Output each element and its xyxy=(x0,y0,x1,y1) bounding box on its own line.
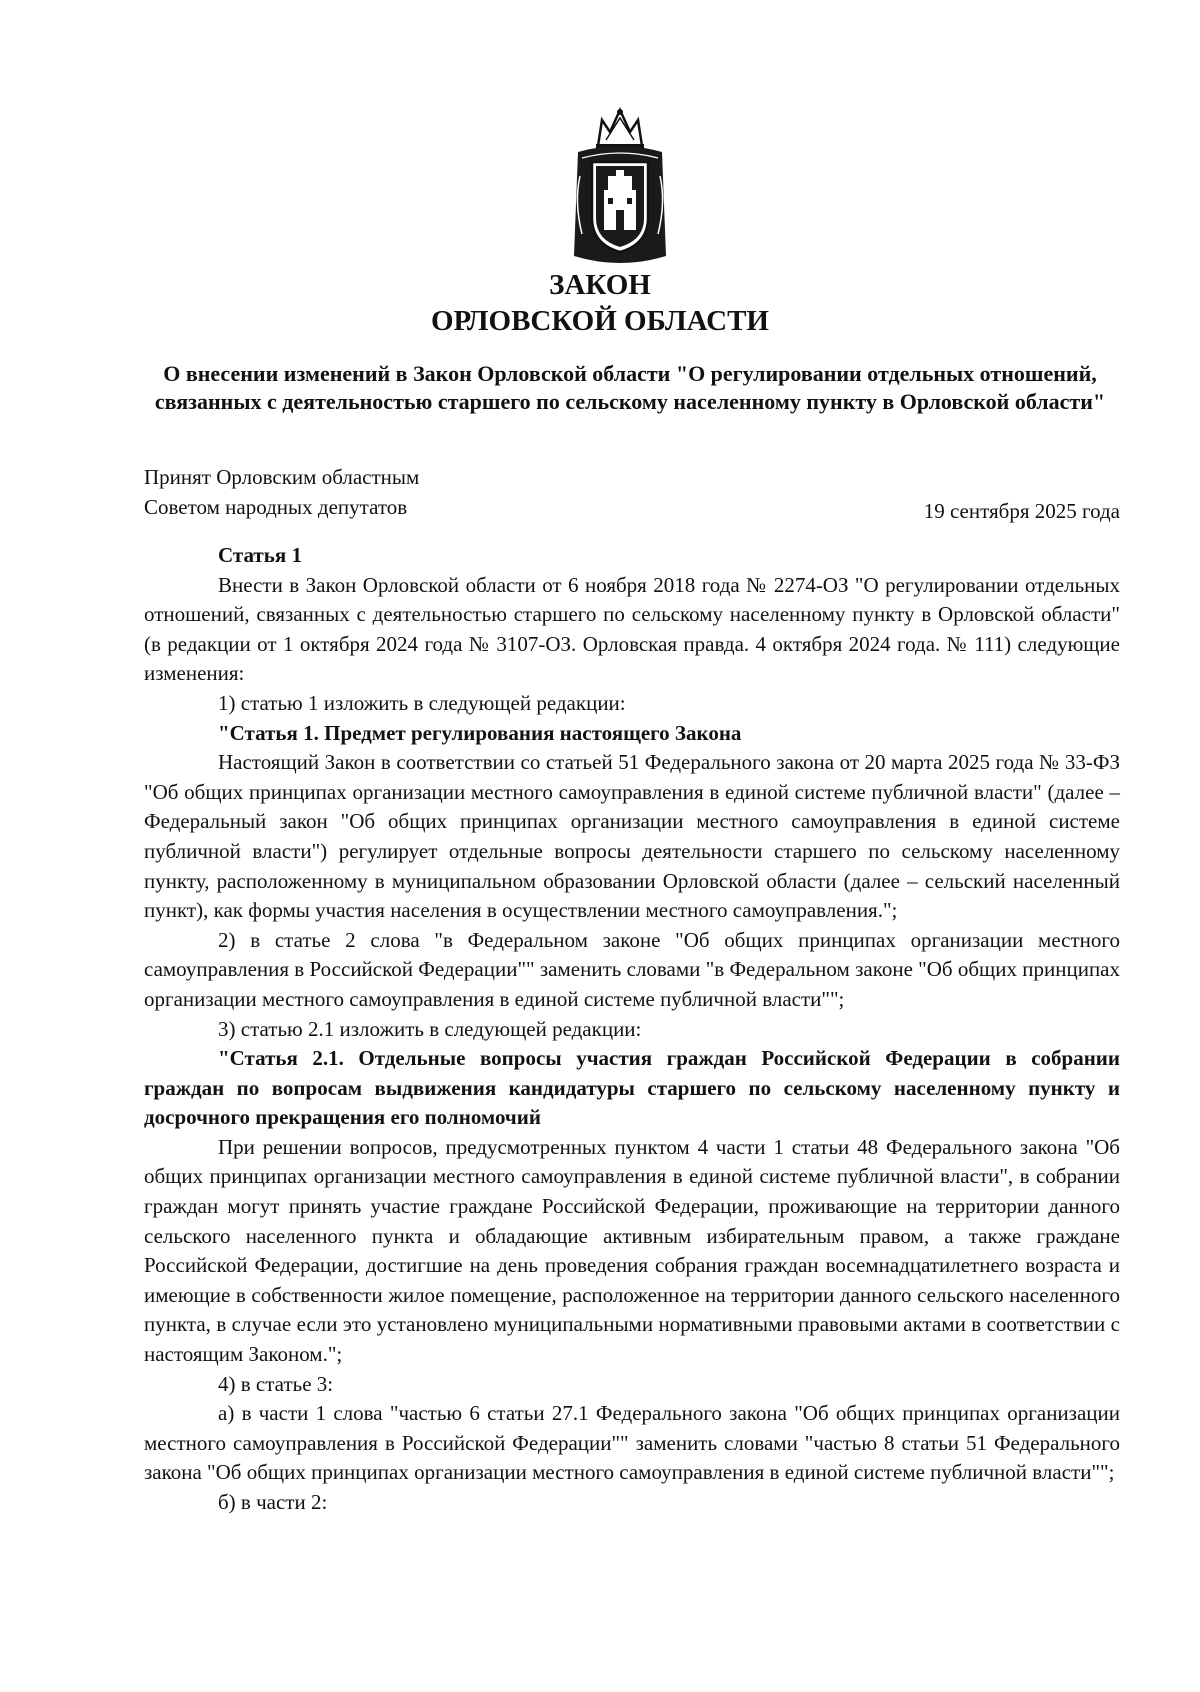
paragraph: 2) в статье 2 слова "в Федеральном законе "Об общих принципах организации местного самоуправления в Российской Федерации"" заменить словами "в Федеральном законе "Об общих принципах организации местного самоуправления в единой системе публичной власти""; xyxy=(144,927,1120,1011)
paragraph: 3) статью 2.1 изложить в следующей редакции: xyxy=(218,1016,642,1041)
paragraph: 1) статью 1 изложить в следующей редакции: xyxy=(218,690,626,715)
law-body xyxy=(144,541,1120,1518)
article-heading: Статья 1 xyxy=(218,543,302,567)
adoption-authority xyxy=(144,462,419,522)
article-heading: "Статья 2.1. Отдельные вопросы участия граждан Российской Федерации в собрании граждан по вопросам выдвижения кандидатуры старшего по сельскому населенному пункту и досрочного прекращения его полномочий xyxy=(144,1046,1120,1130)
paragraph: Настоящий Закон в соответствии со статьей 51 Федерального закона от 20 марта 2025 года № 33-ФЗ "Об общих принципах организации местного самоуправления в единой системе публичной власти" (далее – Федеральный закон "Об общих принципах организации местного самоуправления в единой системе публичной власти") регулирует отдельные вопросы деятельности старшего по сельскому населенному пункту, расположенному в муниципальном образовании Орловской области (далее – сельский населенный пункт), как формы участия населения в осуществлении местного самоуправления."; xyxy=(144,750,1120,923)
adoption-line-2: Советом народных депутатов xyxy=(144,495,408,519)
paragraph: При решении вопросов, предусмотренных пунктом 4 части 1 статьи 48 Федерального закона "Об общих принципах организации местного самоуправления в единой системе публичной власти", в собрании граждан могут принять участие граждане Российской Федерации, проживающие на территории данного сельского населенного пункта и обладающие активным избирательным правом, а также граждане Российской Федерации, достигшие на день проведения собрания граждан восемнадцатилетнего возраста и имеющие в собственности жилое помещение, расположенное на территории данного сельского населенного пункта, в случае если это установлено муниципальными нормативными правовыми актами в соответствии с настоящим Законом."; xyxy=(144,1134,1120,1367)
paragraph: б) в части 2: xyxy=(218,1490,328,1514)
adoption-line-1: Принят Орловским областным xyxy=(144,465,420,489)
orel-oblast-coat-of-arms-icon xyxy=(568,106,672,266)
paragraph: 4) в статье 3: xyxy=(218,1371,334,1396)
article-heading: "Статья 1. Предмет регулирования настоящего Закона xyxy=(218,720,742,745)
adoption-date: 19 сентября 2025 года xyxy=(923,499,1120,523)
paragraph: а) в части 1 слова "частью 6 статьи 27.1 Федерального закона "Об общих принципах организации местного самоуправления в Российской Федерации"" заменить словами "частью 8 статьи 51 Федерального закона "Об общих принципах организации местного самоуправления в единой системе публичной власти""; xyxy=(144,1401,1120,1485)
paragraph: Внести в Закон Орловской области от 6 ноября 2018 года № 2274-ОЗ "О регулировании отдельных отношений, связанных с деятельностью старшего по сельскому населенному пункту в Орловской области" (в редакции от 1 октября 2024 года № 3107-ОЗ. Орловская правда. 4 октября 2024 года. № 111) следующие изменения: xyxy=(144,572,1120,686)
law-subtitle: О внесении изменений в Закон Орловской области "О регулировании отдельных отношений, связанных с деятельностью старшего по сельскому населенному пункту в Орловской области" xyxy=(154,361,1106,414)
law-region-title: ОРЛОВСКОЙ ОБЛАСТИ xyxy=(430,305,769,337)
law-title: ЗАКОН xyxy=(549,269,651,301)
